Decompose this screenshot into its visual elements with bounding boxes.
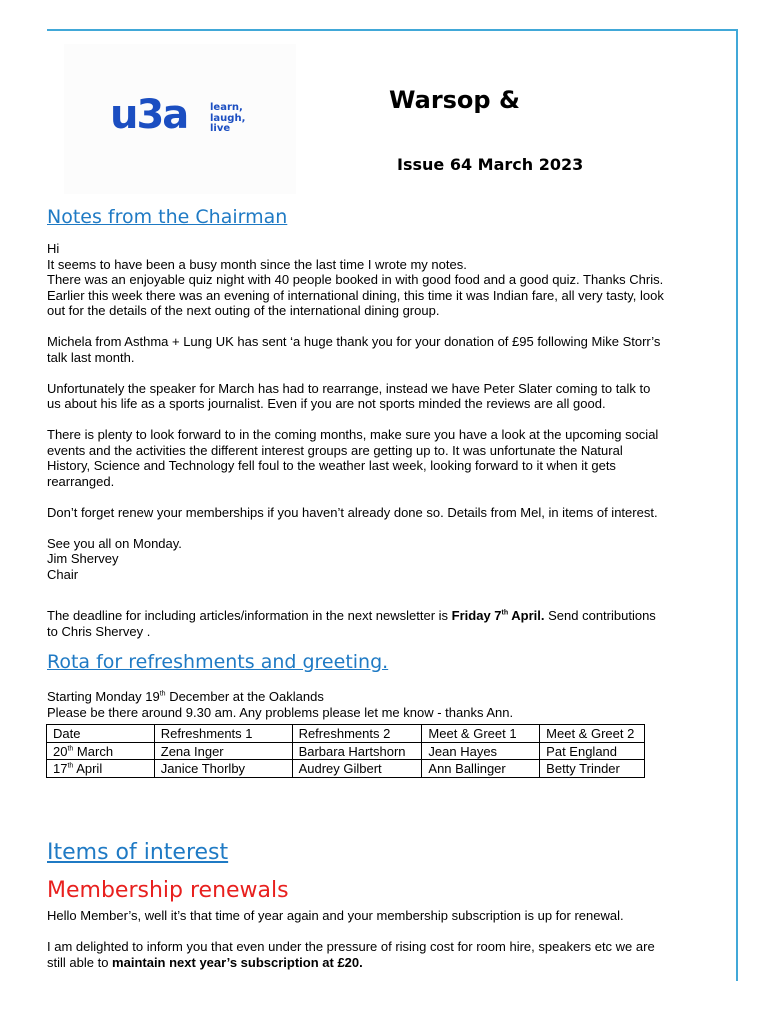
table-cell: Jean Hayes bbox=[422, 742, 540, 760]
table-cell: 17th April bbox=[47, 760, 155, 778]
column-header: Meet & Greet 2 bbox=[540, 725, 645, 743]
table-cell: Barbara Hartshorn bbox=[292, 742, 422, 760]
rota-table bbox=[46, 724, 645, 778]
chairman-heading: Notes from the Chairman bbox=[47, 206, 288, 228]
newsletter-title: Warsop & bbox=[389, 86, 520, 114]
page-border-right bbox=[736, 29, 738, 981]
table-cell: Janice Thorlby bbox=[154, 760, 292, 778]
table-cell: Zena Inger bbox=[154, 742, 292, 760]
membership-text: Hello Member’s, well it’s that time of year again and your membership subscription is up for renewal. I am delighted to inform you that even under the pressure of rising cost for room hire, speakers etc we are still able to maintain next year’s subscription at £20. bbox=[47, 908, 655, 970]
table-row bbox=[47, 742, 645, 760]
table-header-row bbox=[47, 725, 645, 743]
logo-tagline: learn, laugh, live bbox=[210, 102, 246, 134]
deadline-date: Friday 7th April. bbox=[451, 608, 545, 623]
table-cell: 20th March bbox=[47, 742, 155, 760]
deadline-notice: The deadline for including articles/information in the next newsletter is Friday 7th April. Send contributions to Chris Shervey . bbox=[47, 608, 656, 639]
greeting: Hi bbox=[47, 241, 60, 256]
subscription-price: maintain next year’s subscription at £20. bbox=[112, 954, 363, 970]
u3a-logo bbox=[64, 44, 296, 194]
table-cell: Ann Ballinger bbox=[422, 760, 540, 778]
column-header: Refreshments 2 bbox=[292, 725, 422, 743]
table-cell: Pat England bbox=[540, 742, 645, 760]
signature-name: Jim Shervey bbox=[47, 551, 119, 566]
items-heading: Items of interest bbox=[47, 840, 229, 865]
table-row bbox=[47, 760, 645, 778]
rota-heading: Rota for refreshments and greeting. bbox=[47, 651, 389, 673]
membership-heading: Membership renewals bbox=[47, 878, 289, 903]
table-cell: Audrey Gilbert bbox=[292, 760, 422, 778]
logo-mark: u3a bbox=[110, 92, 188, 138]
column-header: Refreshments 1 bbox=[154, 725, 292, 743]
column-header: Meet & Greet 1 bbox=[422, 725, 540, 743]
chairman-notes: Hi It seems to have been a busy month since the last time I wrote my notes. There was an enjoyable quiz night with 40 people booked in with good food and a good quiz. Thanks Chris. Earlier this week there was an evening of international dining, this time it was Indian fare, all very tasty, look out for the details of the next outing of the international dining group. Michela from Asthma + Lung UK has sent ‘a huge thank you for your donation of £95 following Mike Storr’s talk last month. Unfortunately the speaker for March has had to rearrange, instead we have Peter Slater coming to talk to us about his life as a sports journalist. Even if you are not sports minded the reviews are all good. There is plenty to look forward to in the coming months, make sure you have a look at the upcoming social events and the activities the different interest groups are getting up to. It was unfortunate the Natural History, Science and Technology fell foul to the weather last week, looking forward to it when it gets rearranged. Don’t forget renew your memberships if you haven’t already done so. Details from Mel, in items of interest. See you all on Monday. Jim Shervey Chair bbox=[47, 241, 727, 582]
page-border-top bbox=[47, 29, 738, 31]
column-header: Date bbox=[47, 725, 155, 743]
rota-intro: Starting Monday 19th December at the Oaklands Please be there around 9.30 am. Any problems please let me know - thanks Ann. bbox=[47, 689, 514, 720]
table-cell: Betty Trinder bbox=[540, 760, 645, 778]
issue-label: Issue 64 March 2023 bbox=[397, 155, 584, 174]
